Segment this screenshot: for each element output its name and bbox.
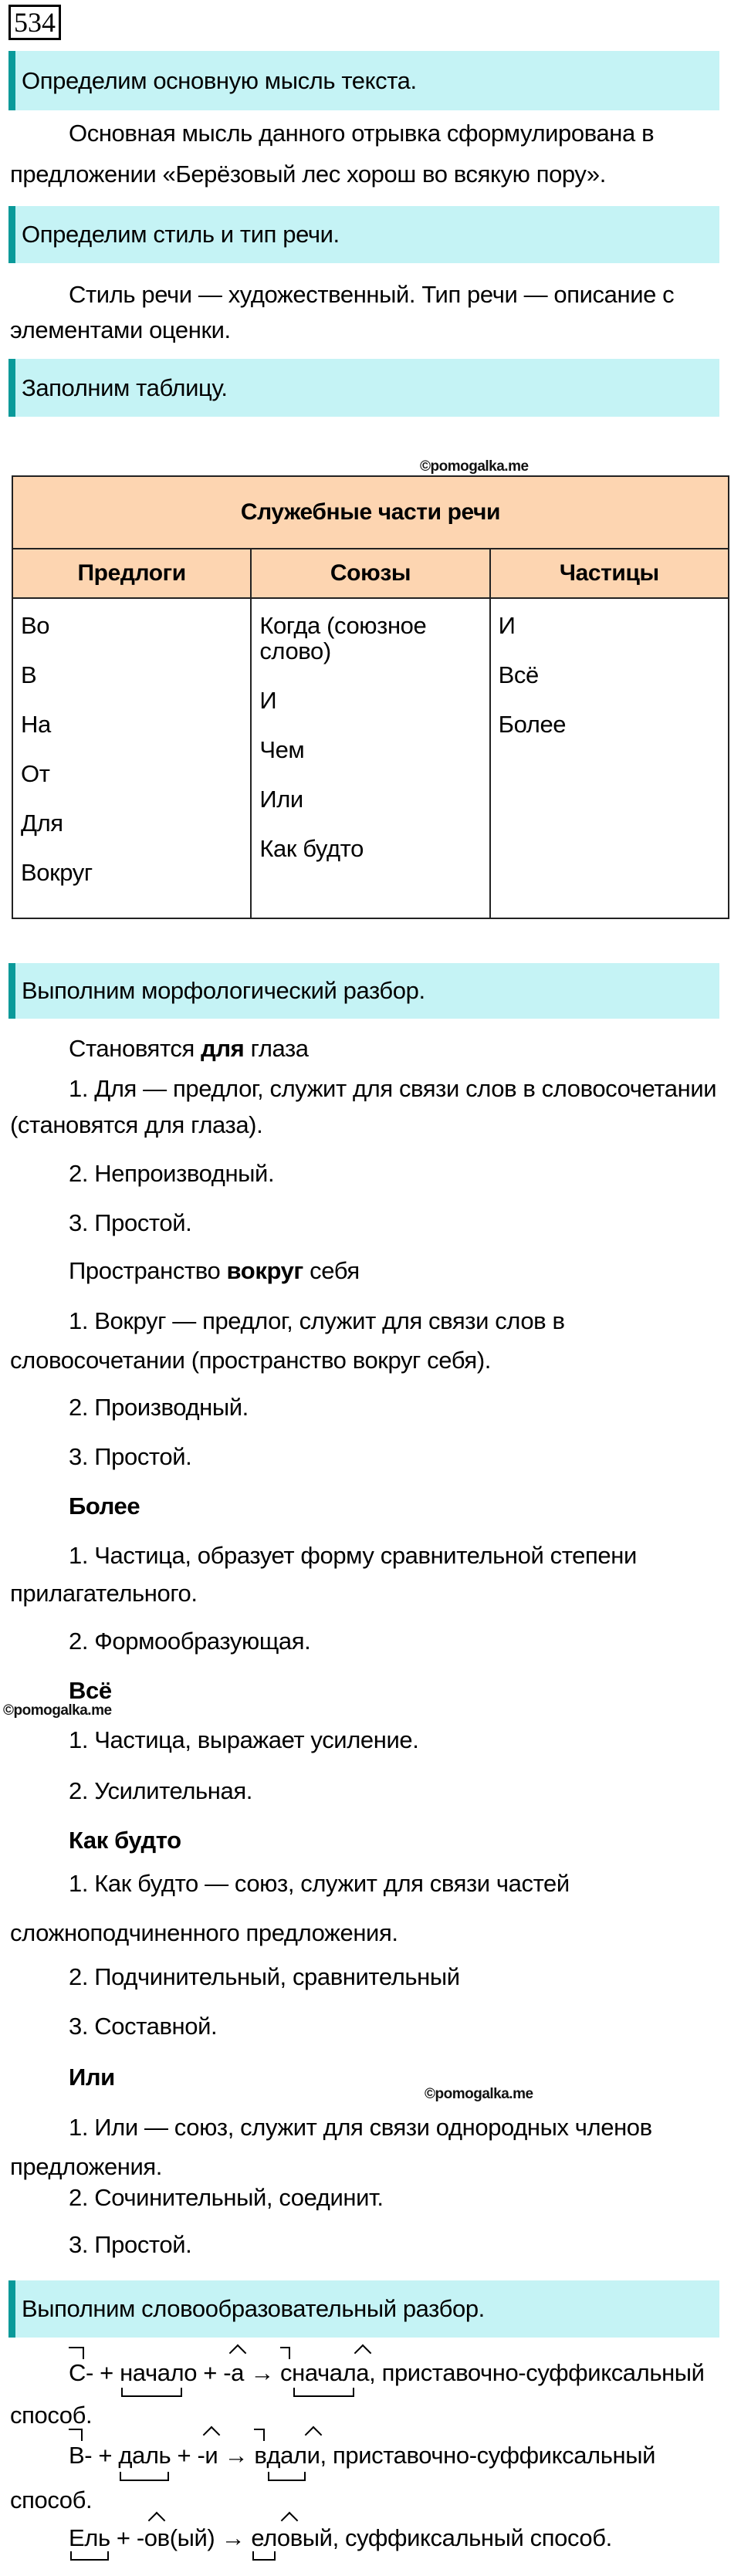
table-cell-item: Чем — [259, 736, 305, 763]
text-segment: → — [218, 2442, 255, 2469]
header-particles: Частицы — [490, 549, 729, 598]
morpheme-root: начал — [120, 2351, 184, 2394]
table-cell-item: Как будто — [259, 835, 364, 862]
table-cell-item: В — [21, 661, 37, 688]
bold-word: Более — [69, 1493, 140, 1520]
text-segment: + - — [110, 2524, 144, 2551]
text-segment: 1. Или — союз, служит для связи однородных членов предложения. — [10, 2114, 652, 2180]
section-banner-morphology: Выполним морфологический разбор. — [8, 963, 719, 1019]
table-cell-item: И — [498, 612, 516, 639]
text-segment: 2. Подчинительный, сравнительный — [69, 1963, 460, 1990]
text-segment: себя — [303, 1257, 360, 1284]
word-formation-line — [10, 2433, 720, 2523]
text-segment: → — [243, 2359, 281, 2386]
morpheme-root: Ель — [69, 2519, 110, 2557]
text-segment: глаза — [244, 1035, 309, 1062]
word-formation-line — [10, 2351, 720, 2436]
morpheme-pref: В — [69, 2433, 84, 2478]
text-segment: 2. Непроизводный. — [69, 1160, 275, 1187]
header-conjunctions: Союзы — [251, 549, 489, 598]
bold-word: для — [201, 1035, 245, 1062]
morpheme-suf: и — [307, 2433, 320, 2478]
morphology-line — [10, 1438, 720, 1476]
morphology-line — [10, 1772, 720, 1810]
morpheme-suf: а — [356, 2351, 369, 2394]
morpheme-pref: с — [280, 2351, 292, 2394]
text-segment: 2. Усилительная. — [69, 1777, 252, 1804]
bold-word: Всё — [69, 1677, 112, 1704]
section-banner-table: Заполним таблицу. — [8, 359, 719, 417]
task-number: 534 — [8, 5, 61, 40]
text-segment: 1. Для — предлог, служит для связи слов в словосочетании (становятся для глаза). — [10, 1075, 717, 1138]
text-segment: - + — [84, 2442, 119, 2469]
text-segment: 3. Составной. — [69, 2013, 218, 2040]
morpheme-pref: в — [254, 2433, 266, 2478]
morphology-line — [10, 1204, 720, 1242]
morphology-line — [10, 1154, 720, 1193]
morphology-line — [10, 1388, 720, 1427]
table-cell-item: От — [21, 760, 50, 787]
text-segment: - + — [86, 2359, 120, 2386]
section-banner-main-idea: Определим основную мысль текста. — [8, 51, 719, 110]
morphology-line — [10, 1672, 720, 1710]
morphology-line — [10, 2058, 720, 2097]
morpheme-suf: ов — [277, 2519, 303, 2557]
text-segment: 3. Простой. — [69, 2231, 192, 2258]
table-cell-item: Вокруг — [21, 859, 93, 886]
morphology-line — [10, 1859, 720, 1958]
text-segment: 2. Производный. — [69, 1394, 249, 1421]
table-cell-item: И — [259, 687, 277, 714]
parts-of-speech-table — [12, 475, 729, 919]
header-prepositions: Предлоги — [12, 549, 251, 598]
watermark: ©pomogalka.me — [420, 458, 529, 475]
table-cell-item: Во — [21, 612, 50, 639]
text-segment: о + - — [184, 2359, 232, 2386]
morpheme-root: ел — [251, 2519, 277, 2557]
text-segment: 1. Частица, выражает усиление. — [69, 1726, 419, 1753]
table-cell-item: Всё — [498, 661, 539, 688]
text-segment: 3. Простой. — [69, 1209, 192, 1236]
text-segment: , приставочно-суффиксальный способ. — [10, 2359, 705, 2429]
morphology-line — [10, 1536, 720, 1612]
text-segment: ый, суффиксальный способ. — [302, 2524, 612, 2551]
table-title: Служебные части речи — [12, 476, 729, 549]
watermark: ©pomogalka.me — [425, 2086, 533, 2102]
morphology-line — [10, 2226, 720, 2264]
morphology-line — [10, 2108, 720, 2186]
section-banner-word-formation: Выполним словообразовательный разбор. — [8, 2280, 719, 2338]
text-segment: 1. Вокруг — предлог, служит для связи слов в словосочетании (пространство вокруг себя). — [10, 1307, 565, 1374]
bold-word: Как будто — [69, 1827, 181, 1854]
text-segment: 1. Частица, образует форму сравнительной степени прилагательного. — [10, 1542, 637, 1607]
text-segment: (ый) → — [169, 2524, 252, 2551]
table-cell-item: Более — [498, 711, 567, 738]
table-cell-item: Или — [259, 786, 303, 813]
morphology-line — [10, 1301, 720, 1380]
morpheme-suf: ов — [144, 2519, 170, 2557]
morphology-line — [10, 1721, 720, 1760]
morpheme-pref: С — [69, 2351, 86, 2394]
column-prepositions — [12, 598, 251, 918]
morpheme-suf: а — [231, 2351, 244, 2394]
morphology-line — [10, 1958, 720, 1996]
morphology-line — [10, 2179, 720, 2217]
text-segment: 2. Сочинительный, соединит. — [69, 2184, 384, 2211]
watermark: ©pomogalka.me — [3, 1702, 112, 1719]
text-segment: 1. Как будто — союз, служит для связи частей сложноподчиненного предложения. — [10, 1870, 570, 1946]
column-particles — [490, 598, 729, 918]
table-cell-item: На — [21, 711, 51, 738]
morphology-line — [10, 1252, 720, 1290]
morpheme-root: начал — [292, 2351, 356, 2394]
word-formation-line — [10, 2519, 720, 2557]
morphology-line — [10, 2007, 720, 2046]
morphology-line — [10, 1070, 720, 1143]
text-segment: Пространство — [69, 1257, 227, 1284]
morphology-line — [10, 1622, 720, 1661]
style-paragraph: Стиль речи — художественный. Тип речи — описание с элементами оценки. — [10, 281, 675, 343]
bold-word: Или — [69, 2064, 115, 2091]
table-cell-item: Когда (союзное слово) — [259, 612, 427, 664]
text-segment: , приставочно-суффиксальный способ. — [10, 2442, 656, 2513]
morphology-line — [10, 1029, 720, 1068]
morpheme-suf: и — [205, 2433, 218, 2478]
bold-word: вокруг — [226, 1257, 303, 1284]
section-banner-style: Определим стиль и тип речи. — [8, 206, 719, 263]
table-cell-item: Для — [21, 810, 63, 837]
main-idea-paragraph: Основная мысль данного отрывка сформулирована в предложении «Берёзовый лес хорош во всякую пору». — [10, 120, 655, 188]
morpheme-root: даль — [118, 2433, 171, 2478]
morphology-line — [10, 1487, 720, 1526]
morpheme-root: дал — [266, 2433, 306, 2478]
column-conjunctions — [251, 598, 489, 918]
morphology-line — [10, 1821, 720, 1860]
text-segment: 3. Простой. — [69, 1443, 192, 1470]
text-segment: 2. Формообразующая. — [69, 1628, 311, 1655]
text-segment: Становятся — [69, 1035, 201, 1062]
text-segment: + - — [171, 2442, 205, 2469]
